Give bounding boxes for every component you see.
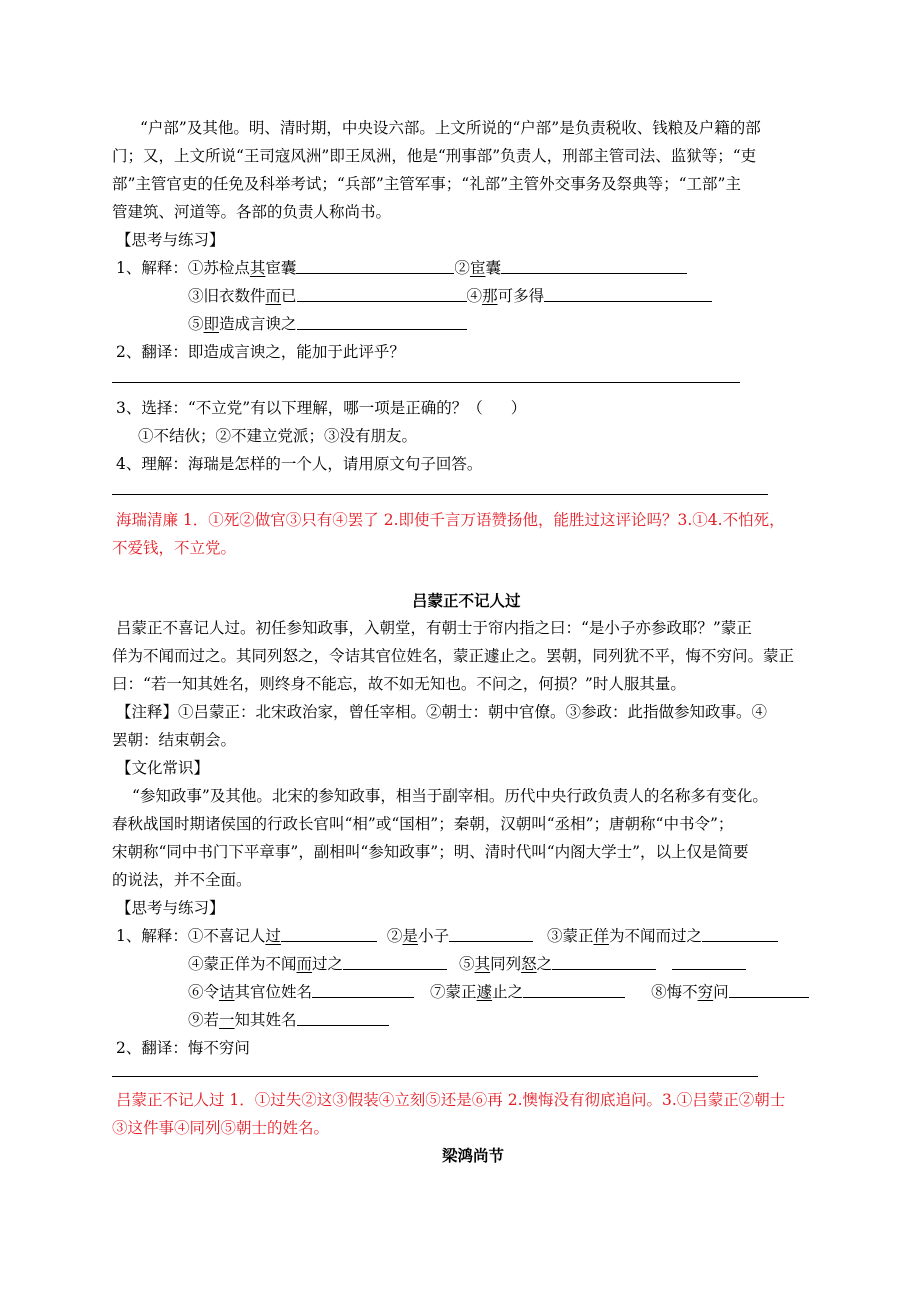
question-1-label: 1、解释：: [116, 927, 188, 945]
notes-line: 罢朝：结束朝会。: [112, 731, 237, 749]
key-word: 而: [296, 955, 313, 973]
passage-line: 曰：“若一知其姓名，则终身不能忘，故不如无知也。不问之，何损？”时人服其量。: [112, 675, 686, 693]
key-word: 诘: [219, 983, 235, 1001]
key-word: 其: [474, 955, 491, 973]
culture-paragraph-line: 门；又，上文所说“王司寇风洲”即王凤洲，他是“刑事部”负责人，刑部主管司法、监狱等；“吏: [112, 147, 757, 165]
key-word: 遽: [476, 983, 493, 1001]
key-word: 穷: [697, 983, 714, 1001]
culture-paragraph-line: 春秋战国时期诸侯国的行政长官叫“相”或“国相”；秦朝，汉朝叫“丞相”；唐朝称“中书令”；: [112, 815, 734, 833]
key-word: 是: [402, 927, 418, 945]
answer-line[interactable]: [112, 1076, 758, 1077]
answer-line[interactable]: [112, 382, 740, 383]
answer-blank[interactable]: [297, 313, 467, 330]
culture-paragraph-line: “参知政事”及其他。北宋的参知政事，相当于副宰相。历代中央行政负责人的名称多有变化。: [132, 787, 768, 805]
question-3: 3、选择：“不立党”有以下理解，哪一项是正确的？（ ）: [116, 399, 527, 417]
question-3-options: ①不结伙；②不建立党派；③没有朋友。: [138, 427, 418, 445]
culture-paragraph-line: 的说法，并不全面。: [112, 871, 252, 889]
answer-blank[interactable]: [552, 953, 656, 970]
culture-paragraph-line: “户部”及其他。明、清时期，中央设六部。上文所说的“户部”是负责税收、钱粮及户籍的部: [140, 119, 761, 137]
key-word: 怒: [521, 955, 537, 973]
culture-paragraph-line: 管建筑、河道等。各部的负责人称尚书。: [112, 203, 392, 221]
answer-line[interactable]: [112, 494, 768, 495]
passage-line: 佯为不闻而过之。其同列怒之，令诘其官位姓名，蒙正遽止之。罢朝，同列犹不平，悔不穷问。蒙正: [112, 647, 795, 665]
key-word: 那: [482, 287, 498, 305]
key-word: 一: [219, 1011, 235, 1029]
answer-blank[interactable]: [449, 925, 533, 942]
answer-blank[interactable]: [281, 925, 377, 942]
key-word: 过: [265, 927, 281, 945]
answer-key-line: ③这件事④同列⑤朝士的姓名。: [112, 1119, 330, 1137]
culture-paragraph-line: 部”主管官吏的任免及科举考试；“兵部”主管军事；“礼部”主管外交事务及祭典等；“工部”主: [112, 175, 741, 193]
question-1-row: ⑥令诘其官位姓名 ⑦蒙正遽止之 ⑧悔不穷问: [188, 979, 809, 1005]
answer-key-line: 海瑞清廉 1．①死②做官③只有④罢了 2.即使千言万语赞扬他，能胜过这评论吗？3.①4.不怕死，: [116, 511, 785, 529]
answer-blank[interactable]: [702, 925, 778, 942]
key-word: 宦: [469, 259, 486, 277]
answer-blank[interactable]: [312, 981, 414, 998]
key-word: 即: [203, 315, 220, 333]
key-word: 佯: [593, 927, 609, 945]
culture-heading: 【文化常识】: [116, 759, 210, 777]
answer-blank[interactable]: [523, 981, 625, 998]
answer-blank[interactable]: [544, 285, 712, 302]
key-word: 而: [265, 287, 282, 305]
key-word: 其: [249, 259, 266, 277]
question-1-row: ⑤即造成言谀之: [188, 311, 467, 337]
exercise-heading: 【思考与练习】: [116, 899, 225, 917]
notes-line: 【注释】①吕蒙正：北宋政治家，曾任宰相。②朝士：朝中官僚。③参政：此指做参知政事。④: [116, 703, 768, 721]
question-1-label: 1、解释：: [116, 259, 188, 277]
exercise-heading: 【思考与练习】: [116, 231, 225, 249]
question-1-row: ④蒙正佯为不闻而过之 ⑤其同列怒之: [188, 951, 746, 977]
answer-blank[interactable]: [343, 953, 447, 970]
answer-blank[interactable]: [672, 953, 746, 970]
culture-paragraph-line: 宋朝称“同中书门下平章事”，副相叫“参知政事”；明、清时代叫“内阁大学士”，以上仅是简要: [112, 843, 749, 861]
answer-blank[interactable]: [501, 257, 687, 274]
next-section-title: 梁鸿尚节: [442, 1147, 505, 1165]
answer-blank[interactable]: [297, 1009, 389, 1026]
question-1-row: ⑨若一知其姓名: [188, 1007, 389, 1033]
answer-key-line: 吕蒙正不记人过 1．①过失②这③假装④立刻⑤还是⑥再 2.懊悔没有彻底追问。3.①吕蒙正②朝士: [116, 1091, 786, 1109]
answer-blank[interactable]: [296, 257, 454, 274]
answer-key-line: 不爱钱，不立党。: [112, 539, 237, 557]
answer-blank[interactable]: [297, 285, 467, 302]
answer-blank[interactable]: [729, 981, 809, 998]
question-1-row: ③旧衣数件而已 ④那可多得: [188, 283, 712, 309]
question-4: 4、理解：海瑞是怎样的一个人，请用原文句子回答。: [116, 455, 483, 473]
passage-line: 吕蒙正不喜记人过。初任参知政事，入朝堂，有朝士于帘内指之曰：“是小子亦参政耶？”蒙正: [116, 619, 752, 637]
question-1-row: 1、解释：①苏检点其宦囊 ②宦囊: [116, 255, 687, 281]
question-2: 2、翻译：悔不穷问: [116, 1039, 250, 1057]
question-1-row: 1、解释：①不喜记人过 ②是小子 ③蒙正佯为不闻而过之: [116, 923, 778, 949]
question-2: 2、翻译：即造成言谀之，能加于此评乎？: [116, 343, 405, 361]
section-title: 吕蒙正不记人过: [412, 592, 521, 610]
